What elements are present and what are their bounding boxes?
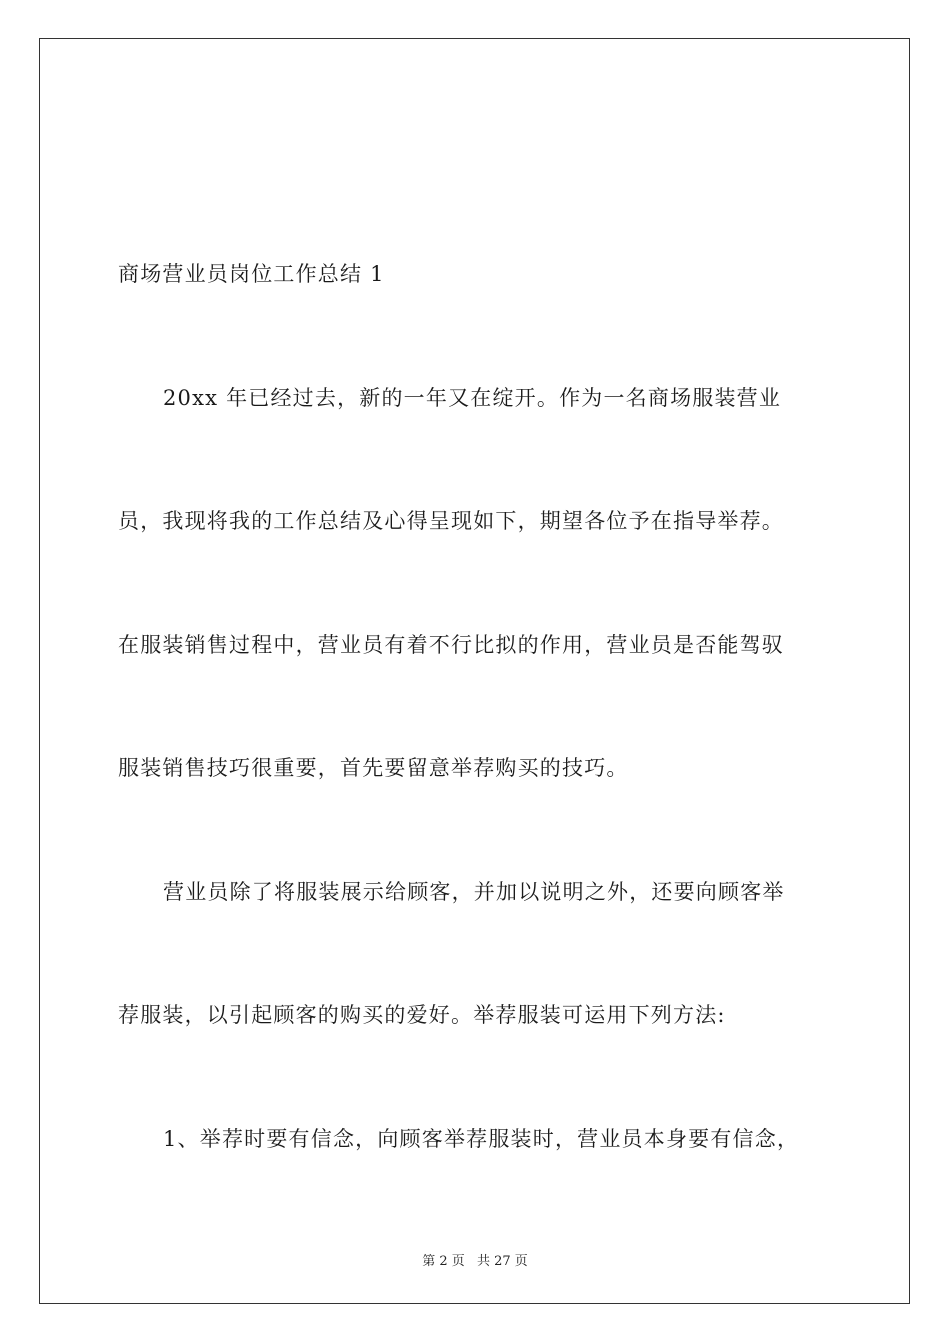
paragraph-line: 20xx 年已经过去，新的一年又在绽开。作为一名商场服装营业 — [163, 386, 782, 410]
paragraph-line: 荐服装，以引起顾客的购买的爱好。举荐服装可运用下列方法: — [118, 1003, 726, 1027]
page-total: 共 27 页 — [476, 1254, 528, 1269]
paragraph-line: 1、举荐时要有信念，向顾客举荐服装时，营业员本身要有信念， — [163, 1127, 800, 1151]
paragraph-line: 服装销售技巧很重要，首先要留意举荐购买的技巧。 — [118, 756, 629, 780]
page-number: 第 2 页 — [422, 1254, 465, 1269]
document-title: 商场营业员岗位工作总结 1 — [118, 262, 385, 286]
page-frame — [39, 38, 910, 1304]
paragraph-line: 营业员除了将服装展示给顾客，并加以说明之外，还要向顾客举 — [163, 880, 785, 904]
page-footer — [0, 1250, 950, 1269]
paragraph-line: 员，我现将我的工作总结及心得呈现如下，期望各位予在指导举荐。 — [118, 509, 784, 533]
paragraph-line: 在服装销售过程中，营业员有着不行比拟的作用，营业员是否能驾驭 — [118, 633, 784, 657]
